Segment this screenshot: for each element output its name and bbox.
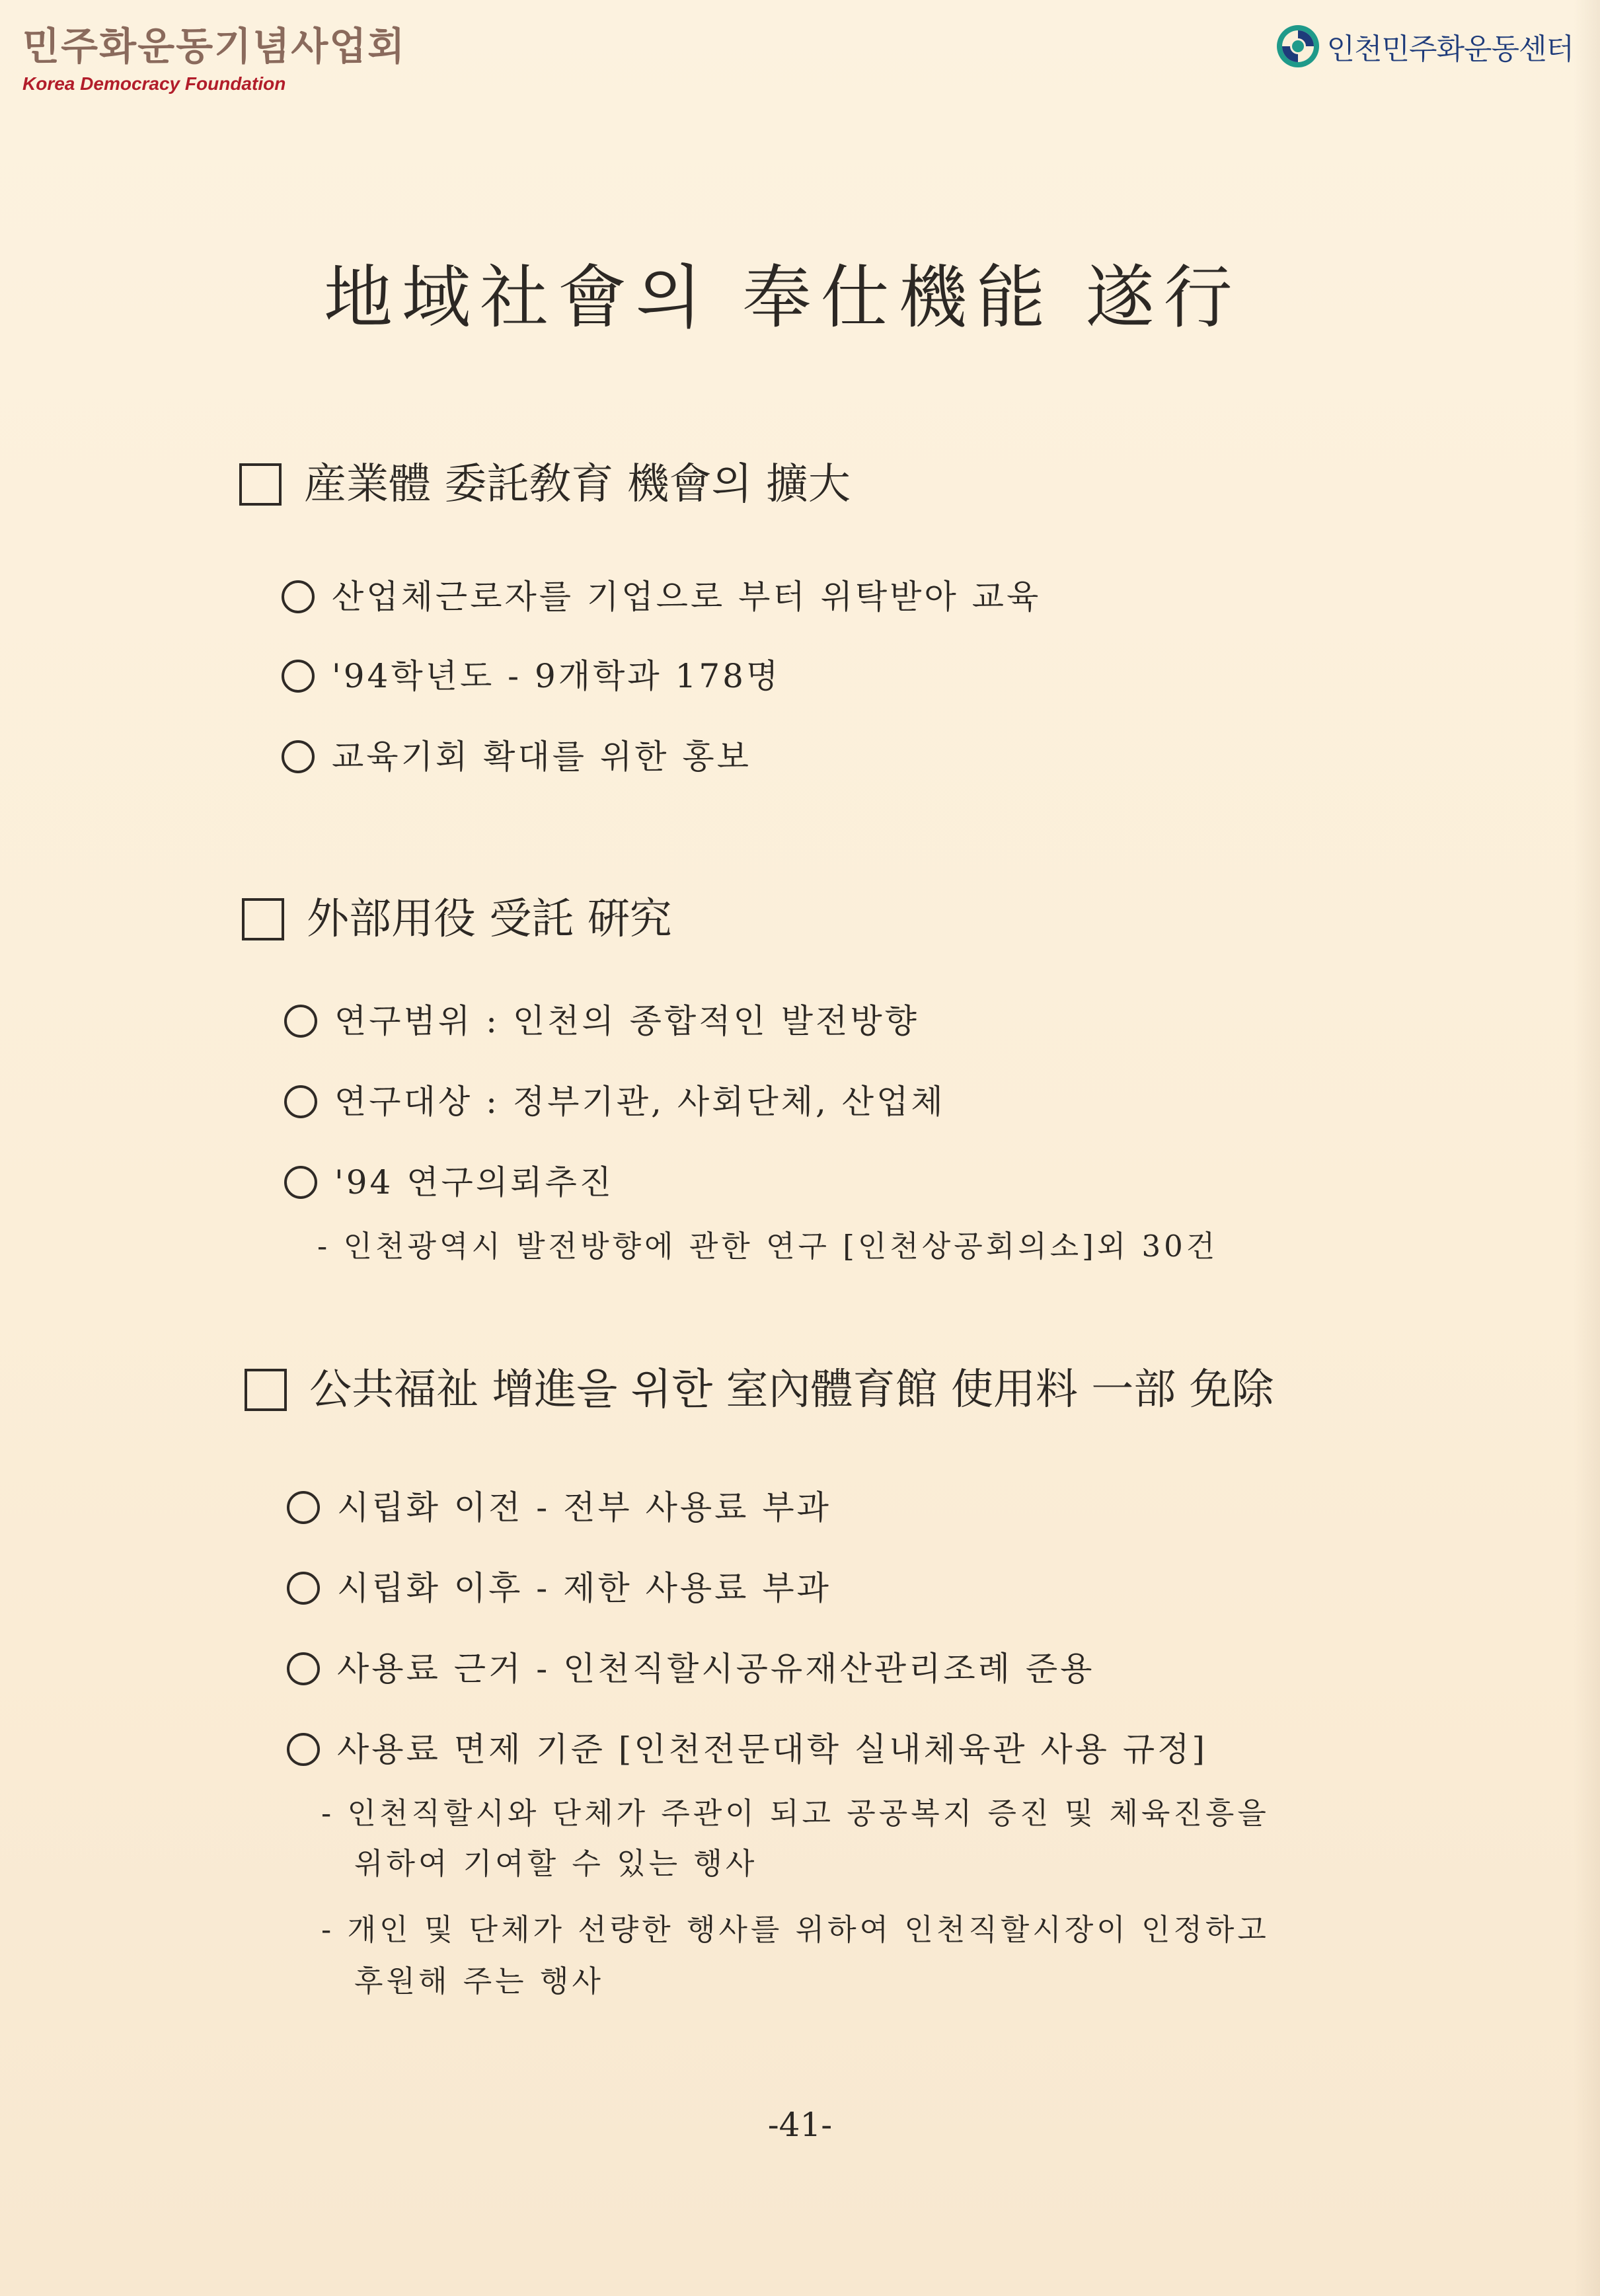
item-text: 시립화 이전 - 전부 사용료 부과	[337, 1488, 831, 1527]
section-3-item-4-sub-1: - 인천직할시와 단체가 주관이 되고 공공복지 증진 및 체육진흥을	[321, 1796, 1270, 1831]
circle-bullet-icon	[287, 1572, 320, 1605]
circle-bullet-icon	[282, 660, 315, 693]
section-2-heading-text: 外部用役 受託 硏究	[307, 895, 672, 944]
section-1-item-2	[282, 653, 781, 699]
item-text: '94 연구의뢰추진	[334, 1163, 615, 1202]
item-text: 사용료 근거 - 인천직할시공유재산관리조례 준용	[337, 1650, 1095, 1688]
circle-bullet-icon	[284, 1166, 317, 1199]
section-2-item-3-sub-1: - 인천광역시 발전방향에 관한 연구 [인천상공회의소]외 30건	[317, 1229, 1219, 1264]
item-text: 산업체근로자를 기업으로 부터 위탁받아 교육	[332, 578, 1042, 616]
section-3-item-2	[287, 1565, 831, 1611]
section-2-heading	[242, 890, 672, 949]
section-3-item-1	[287, 1484, 831, 1531]
square-bullet-icon	[242, 898, 284, 940]
square-bullet-icon	[239, 463, 282, 506]
square-bullet-icon	[245, 1369, 287, 1411]
section-3-item-4-sub-2: 위하여 기여할 수 있는 행사	[354, 1846, 758, 1881]
section-1-item-1	[282, 574, 1041, 620]
section-3-heading-text: 公共福祉 增進을 위한 室內體育館 使用料 一部 免除	[309, 1365, 1274, 1414]
kdf-logo	[22, 22, 406, 102]
item-text: 사용료 면제 기준 [인천전문대학 실내체육관 사용 규정]	[337, 1730, 1207, 1769]
section-1-heading	[239, 455, 851, 514]
kdf-logo-korean: 민주화운동기념사업회	[22, 24, 406, 69]
section-3-item-4-sub-4: 후원해 주는 행사	[354, 1964, 604, 1999]
item-text: 연구대상 : 정부기관, 사회단체, 산업체	[334, 1083, 946, 1121]
circular-swirl-emblem-icon	[1275, 23, 1321, 69]
incheon-center-logo	[1275, 22, 1574, 70]
circle-bullet-icon	[282, 740, 315, 773]
item-text: 연구범위 : 인천의 종합적인 발전방향	[334, 1002, 919, 1040]
section-2-item-2	[284, 1079, 946, 1125]
item-text: 시립화 이후 - 제한 사용료 부과	[337, 1569, 831, 1607]
section-1-item-3	[282, 734, 751, 780]
page-number: -41-	[767, 2106, 833, 2144]
incheon-center-name: 인천민주화운동센터	[1326, 32, 1574, 66]
circle-bullet-icon	[284, 1085, 317, 1118]
section-3-heading	[245, 1360, 1274, 1420]
circle-bullet-icon	[287, 1733, 320, 1766]
circle-bullet-icon	[282, 580, 315, 613]
page-edge-shadow	[1574, 0, 1600, 2296]
circle-bullet-icon	[287, 1491, 320, 1524]
circle-bullet-icon	[284, 1005, 317, 1038]
section-2-item-3	[284, 1159, 614, 1205]
circle-bullet-icon	[287, 1652, 320, 1685]
section-3-item-4	[287, 1726, 1207, 1773]
item-text: '94학년도 - 9개학과 178명	[332, 657, 781, 695]
section-3-item-4-sub-3: - 개인 및 단체가 선량한 행사를 위하여 인천직할시장이 인정하고	[321, 1912, 1270, 1947]
page-title: 地域社會의 奉仕機能 遂行	[324, 257, 1242, 338]
item-text: 교육기회 확대를 위한 홍보	[332, 738, 751, 776]
kdf-logo-english: Korea Democracy Foundation	[22, 73, 286, 94]
section-3-item-3	[287, 1646, 1094, 1692]
section-2-item-1	[284, 998, 919, 1044]
section-1-heading-text: 産業體 委託敎育 機會의 擴大	[304, 460, 851, 509]
